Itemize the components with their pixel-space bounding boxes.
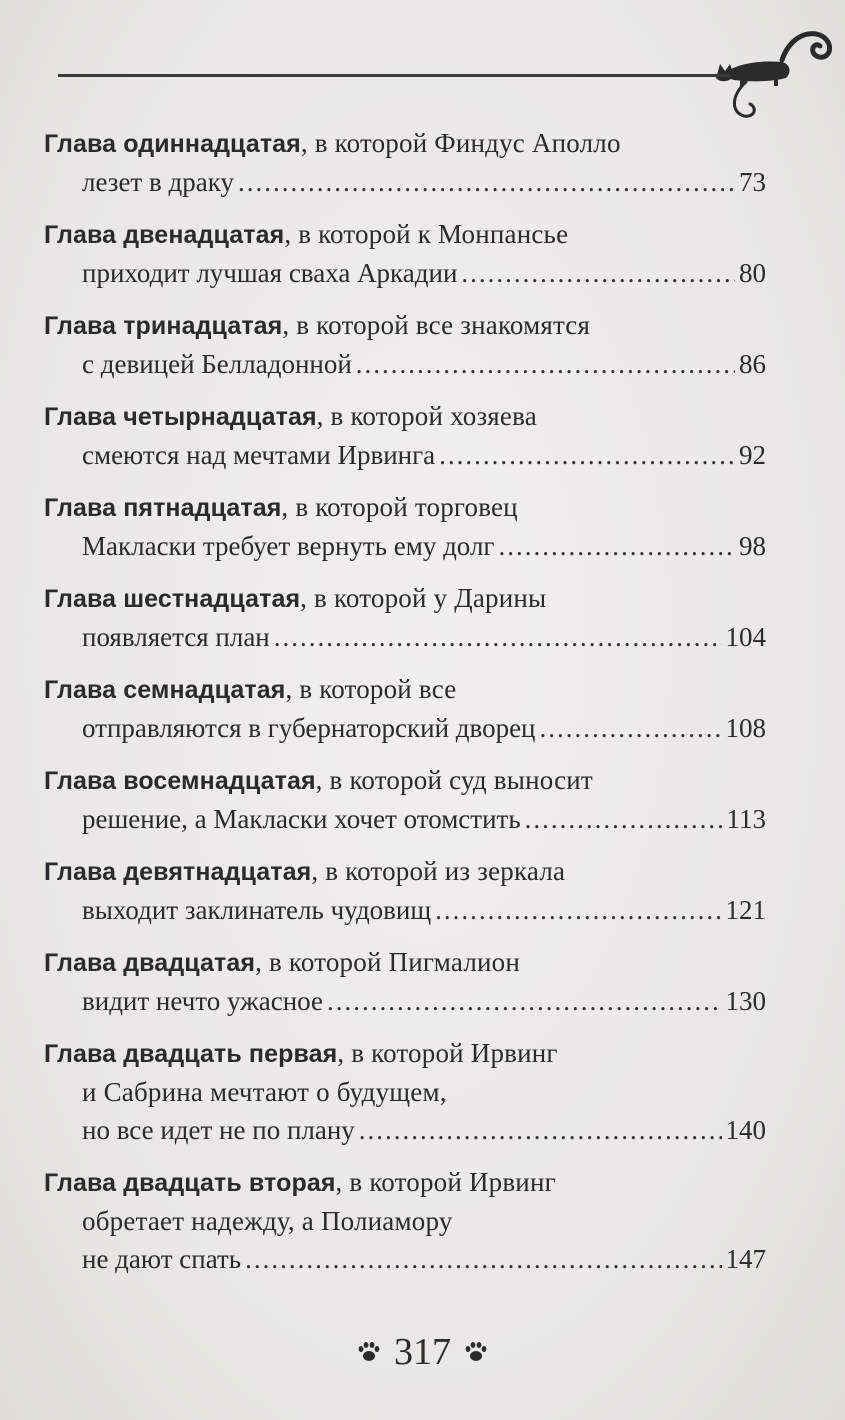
toc-entry[interactable] <box>44 670 766 747</box>
chapter-subtitle: , в которой из зеркала <box>311 856 566 886</box>
dot-leader <box>245 1240 721 1278</box>
toc-entry-heading <box>44 215 766 254</box>
chapter-title: Глава девятнадцатая <box>44 858 312 886</box>
chapter-subtitle: , в которой у Дарины <box>300 583 547 613</box>
toc-entry-last-line <box>44 1240 766 1278</box>
page-ref: 130 <box>725 986 766 1016</box>
page-ref: 140 <box>725 1115 766 1145</box>
toc-entry-last-line <box>44 436 766 474</box>
toc-entry[interactable] <box>44 943 766 1020</box>
toc-entry[interactable] <box>44 124 766 201</box>
dot-leader <box>499 527 735 565</box>
chapter-subtitle-line: решение, а Макласки хочет отомстить <box>82 804 521 834</box>
chapter-title: Глава восемнадцатая <box>44 767 316 795</box>
chapter-title: Глава четырнадцатая <box>44 403 317 431</box>
page-ref: 73 <box>739 167 766 197</box>
chapter-title: Глава двадцатая <box>44 949 256 977</box>
toc-entry-last-line <box>44 254 766 292</box>
chapter-subtitle-line: приходит лучшая сваха Аркадии <box>82 258 458 288</box>
paw-icon <box>356 1339 382 1365</box>
toc-entry[interactable] <box>44 397 766 474</box>
chapter-subtitle-line: обретает надежду, а Полиамору <box>82 1206 453 1236</box>
chapter-subtitle-line: смеются над мечтами Ирвинга <box>82 440 436 470</box>
dot-leader <box>461 254 735 292</box>
chapter-subtitle-line: видит нечто ужасное <box>82 986 323 1016</box>
dot-leader <box>525 800 723 838</box>
toc-entry[interactable] <box>44 852 766 929</box>
toc-entry-last-line <box>44 345 766 383</box>
header-rule <box>58 74 730 77</box>
page-ref: 80 <box>739 258 766 288</box>
dot-leader <box>238 163 735 201</box>
dot-leader <box>540 709 722 747</box>
toc-entry-heading <box>44 1163 766 1202</box>
chapter-subtitle-line: выходит заклинатель чудовищ <box>82 895 432 925</box>
chapter-subtitle: , в которой Финдус Аполло <box>300 128 621 158</box>
chapter-subtitle: , в которой Ирвинг <box>337 1038 558 1068</box>
page-ref: 147 <box>725 1244 766 1274</box>
toc-entry[interactable] <box>44 215 766 292</box>
page-ref: 121 <box>725 895 766 925</box>
dot-leader <box>356 345 735 383</box>
chapter-subtitle-line: появляется план <box>82 622 270 652</box>
paw-icon <box>463 1339 489 1365</box>
chapter-subtitle-line: и Сабрина мечтают о будущем, <box>82 1077 447 1107</box>
toc-entry-last-line <box>44 527 766 565</box>
cat-icon <box>712 20 840 130</box>
chapter-subtitle-line: с девицей Белладонной <box>82 349 352 379</box>
chapter-title: Глава пятнадцатая <box>44 494 282 522</box>
chapter-title: Глава одиннадцатая <box>44 130 301 158</box>
chapter-title: Глава двадцать первая <box>44 1040 338 1068</box>
toc-entry-heading <box>44 943 766 982</box>
page-ref: 86 <box>739 349 766 379</box>
page-ref: 113 <box>726 804 766 834</box>
chapter-subtitle: , в которой все знакомятся <box>282 310 591 340</box>
chapter-subtitle: , в которой все <box>285 674 457 704</box>
page-footer <box>0 1326 845 1378</box>
chapter-title: Глава шестнадцатая <box>44 585 301 613</box>
chapter-title: Глава семнадцатая <box>44 676 286 704</box>
toc-entry-last-line <box>44 1111 766 1149</box>
toc-entry-heading <box>44 670 766 709</box>
toc-entry-heading <box>44 397 766 436</box>
chapter-subtitle-line: лезет в драку <box>82 167 234 197</box>
chapter-subtitle-line: не дают спать <box>82 1244 242 1274</box>
toc-entry-heading <box>44 761 766 800</box>
toc-entry-last-line <box>44 618 766 656</box>
toc-entry-last-line <box>44 709 766 747</box>
dot-leader <box>327 982 722 1020</box>
dot-leader <box>359 1111 722 1149</box>
toc-entry-last-line <box>44 163 766 201</box>
page-ref: 98 <box>739 531 766 561</box>
toc-entry-last-line <box>44 891 766 929</box>
toc-entry-heading <box>44 852 766 891</box>
page-ref: 108 <box>725 713 766 743</box>
toc-entry-last-line <box>44 800 766 838</box>
toc-entry[interactable] <box>44 488 766 565</box>
chapter-title: Глава тринадцатая <box>44 312 283 340</box>
chapter-subtitle: , в которой Пигмалион <box>255 947 521 977</box>
chapter-title: Глава двадцать вторая <box>44 1169 336 1197</box>
page-ref: 104 <box>725 622 766 652</box>
table-of-contents <box>44 124 766 1292</box>
page-number: 317 <box>394 1331 451 1373</box>
toc-entry-last-line <box>44 982 766 1020</box>
toc-entry-heading <box>44 1034 766 1073</box>
toc-entry-heading <box>44 488 766 527</box>
chapter-subtitle-line: отправляются в губернаторский дворец <box>82 713 536 743</box>
page-ref: 92 <box>739 440 766 470</box>
dot-leader <box>439 436 735 474</box>
toc-entry[interactable] <box>44 579 766 656</box>
toc-entry-heading <box>44 306 766 345</box>
dot-leader <box>274 618 722 656</box>
chapter-title: Глава двенадцатая <box>44 221 285 249</box>
chapter-subtitle: , в которой к Монпансье <box>284 219 569 249</box>
toc-entry-heading <box>44 124 766 163</box>
chapter-subtitle: , в которой торговец <box>281 492 518 522</box>
toc-entry[interactable] <box>44 761 766 838</box>
chapter-subtitle: , в которой суд выносит <box>315 765 593 795</box>
chapter-subtitle: , в которой хозяева <box>316 401 537 431</box>
chapter-subtitle-line: но все идет не по плану <box>82 1115 355 1145</box>
chapter-subtitle: , в которой Ирвинг <box>335 1167 556 1197</box>
toc-entry[interactable] <box>44 1163 766 1278</box>
chapter-subtitle-line: Макласки требует вернуть ему долг <box>82 531 495 561</box>
toc-entry[interactable] <box>44 306 766 383</box>
toc-entry[interactable] <box>44 1034 766 1149</box>
dot-leader <box>435 891 721 929</box>
toc-entry-heading <box>44 579 766 618</box>
